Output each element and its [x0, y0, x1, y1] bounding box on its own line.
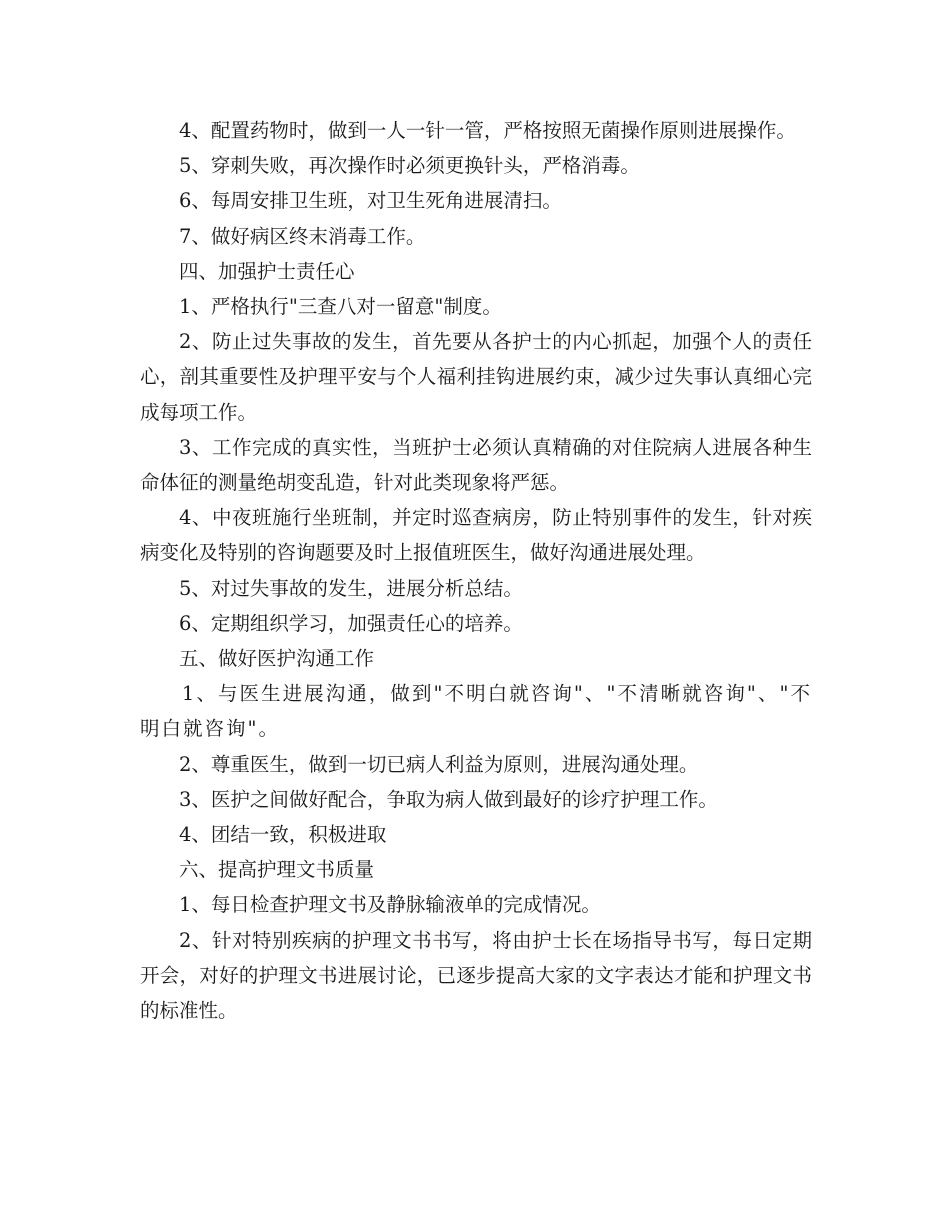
paragraph-item-6-hygiene-shift: 6、每周安排卫生班，对卫生死角进展清扫。 — [179, 189, 562, 213]
paragraph-item-2-writing-guidance: 2、针对特别疾病的护理文书书写，将由护士长在场指导书写，每日定期开会，对好的护理文书进展讨论，已逐步提高大家的文字表达才能和护理文书的标准性。 — [140, 928, 812, 1023]
paragraph-item-7-disinfection: 7、做好病区终末消毒工作。 — [179, 224, 426, 248]
section-heading-5: 五、做好医护沟通工作 — [179, 647, 375, 671]
section-heading-6: 六、提高护理文书质量 — [179, 858, 375, 882]
paragraph-item-4-dispensing: 4、配置药物时，做到一人一针一管，严格按照无菌操作原则进展操作。 — [179, 119, 796, 142]
paragraph-item-5-analysis: 5、对过失事故的发生，进展分析总结。 — [179, 576, 523, 600]
paragraph-item-3-authenticity: 3、工作完成的真实性，当班护士必须认真精确的对住院病人进展各种生命体征的测量绝胡变乱造，针对此类现象将严惩。 — [140, 435, 812, 495]
paragraph-item-2-prevention: 2、防止过失事故的发生，首先要从各护士的内心抓起，加强个人的责任心，剖其重要性及护理平安与个人福利挂钩进展约束，减少过失事认真细心完成每项工作。 — [140, 330, 812, 424]
paragraph-item-1-daily-check: 1、每日检查护理文书及静脉输液单的完成情况。 — [179, 893, 601, 917]
paragraph-item-3-cooperation: 3、医护之间做好配合，争取为病人做到最好的诊疗护理工作。 — [179, 787, 718, 811]
paragraph-item-4-unity: 4、团结一致，积极进取 — [179, 823, 387, 847]
paragraph-item-4-night-shift: 4、中夜班施行坐班制，并定时巡查病房，防止特别事件的发生，针对疾病变化及特别的咨询题要及时上报值班医生，做好沟通进展处理。 — [140, 506, 812, 565]
document-body — [140, 113, 812, 1028]
section-heading-4: 四、加强护士责任心 — [179, 259, 355, 283]
paragraph-item-2-respect: 2、尊重医生，做到一切已病人利益为原则，进展沟通处理。 — [179, 752, 699, 776]
paragraph-item-1-communication: 1、与医生进展沟通，做到"不明白就咨询"、"不清晰就咨询"、"不明白就咨询"。 — [140, 682, 812, 741]
paragraph-item-6-study: 6、定期组织学习，加强责任心的培养。 — [179, 611, 523, 635]
paragraph-item-1-checks: 1、严格执行"三查八对一留意"制度。 — [179, 295, 502, 319]
paragraph-item-5-puncture: 5、穿刺失败，再次操作时必须更换针头，严格消毒。 — [179, 154, 640, 178]
